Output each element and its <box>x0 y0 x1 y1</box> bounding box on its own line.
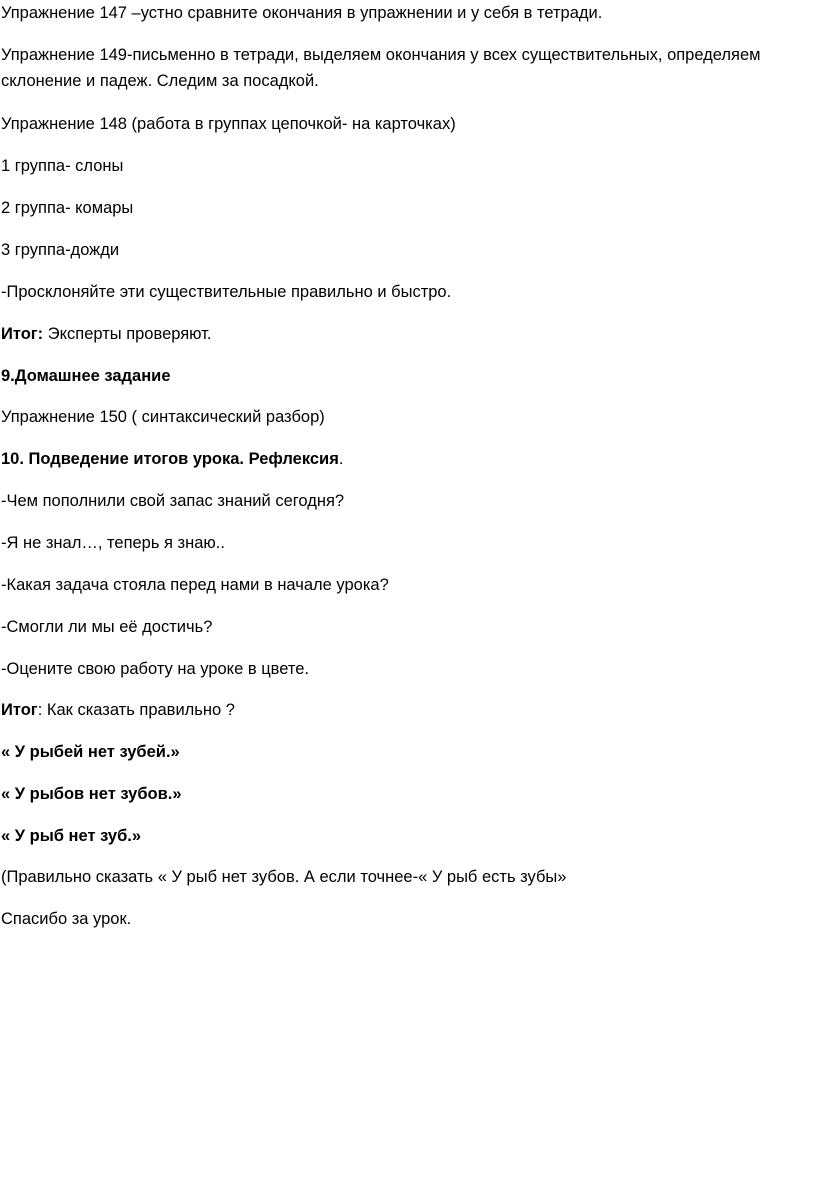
question-line: -Я не знал…, теперь я знаю.. <box>1 534 225 552</box>
exercise-149-line-cont: склонение и падеж. Следим за посадкой. <box>1 72 319 90</box>
question-line: -Оцените свою работу на уроке в цвете. <box>1 660 309 678</box>
closing-line: Спасибо за урок. <box>1 910 132 928</box>
phrase-text: « У рыбов нет зубов.» <box>1 785 182 803</box>
reflection-heading-dot: . <box>338 450 344 468</box>
reflection-heading <box>1 448 343 471</box>
exercise-149-line: Упражнение 149-письменно в тетради, выделяем окончания у всех существительных, определяем <box>1 46 761 64</box>
homework-heading-text: 9.Домашнее задание <box>1 367 171 385</box>
phrase-text: « У рыб нет зуб.» <box>1 827 142 845</box>
phrase-text: « У рыбей нет зубей.» <box>1 743 180 761</box>
homework-heading <box>1 365 171 388</box>
reflection-heading-text: 10. Подведение итогов урока. Рефлексия <box>1 450 339 468</box>
answer-line: (Правильно сказать « У рыб нет зубов. А если точнее-« У рыб есть зубы» <box>1 868 567 886</box>
itog-text: Эксперты проверяют. <box>43 325 212 343</box>
phrase-line <box>1 825 141 848</box>
group-3-line: 3 группа-дожди <box>1 241 120 259</box>
exercise-147-line: Упражнение 147 –устно сравните окончания в упражнении и у себя в тетради. <box>1 4 603 22</box>
group-2-line: 2 группа- комары <box>1 199 134 217</box>
question-line: -Чем пополнили свой запас знаний сегодня? <box>1 492 345 510</box>
question-line: -Смогли ли мы её достичь? <box>1 618 213 636</box>
itog2-label: Итог <box>1 701 38 719</box>
itog-experts-line <box>1 323 212 346</box>
itog2-text: : Как сказать правильно ? <box>37 701 235 719</box>
group-1-line: 1 группа- слоны <box>1 157 124 175</box>
phrase-line <box>1 783 182 806</box>
itog-question-line <box>1 699 235 722</box>
question-line: -Какая задача стояла перед нами в начале урока? <box>1 576 389 594</box>
itog-label: Итог: <box>1 325 44 343</box>
homework-text-line: Упражнение 150 ( синтаксический разбор) <box>1 408 325 426</box>
exercise-148-line: Упражнение 148 (работа в группах цепочкой- на карточках) <box>1 115 456 133</box>
decline-instruction-line: -Просклоняйте эти существительные правильно и быстро. <box>1 283 452 301</box>
phrase-line <box>1 741 180 764</box>
